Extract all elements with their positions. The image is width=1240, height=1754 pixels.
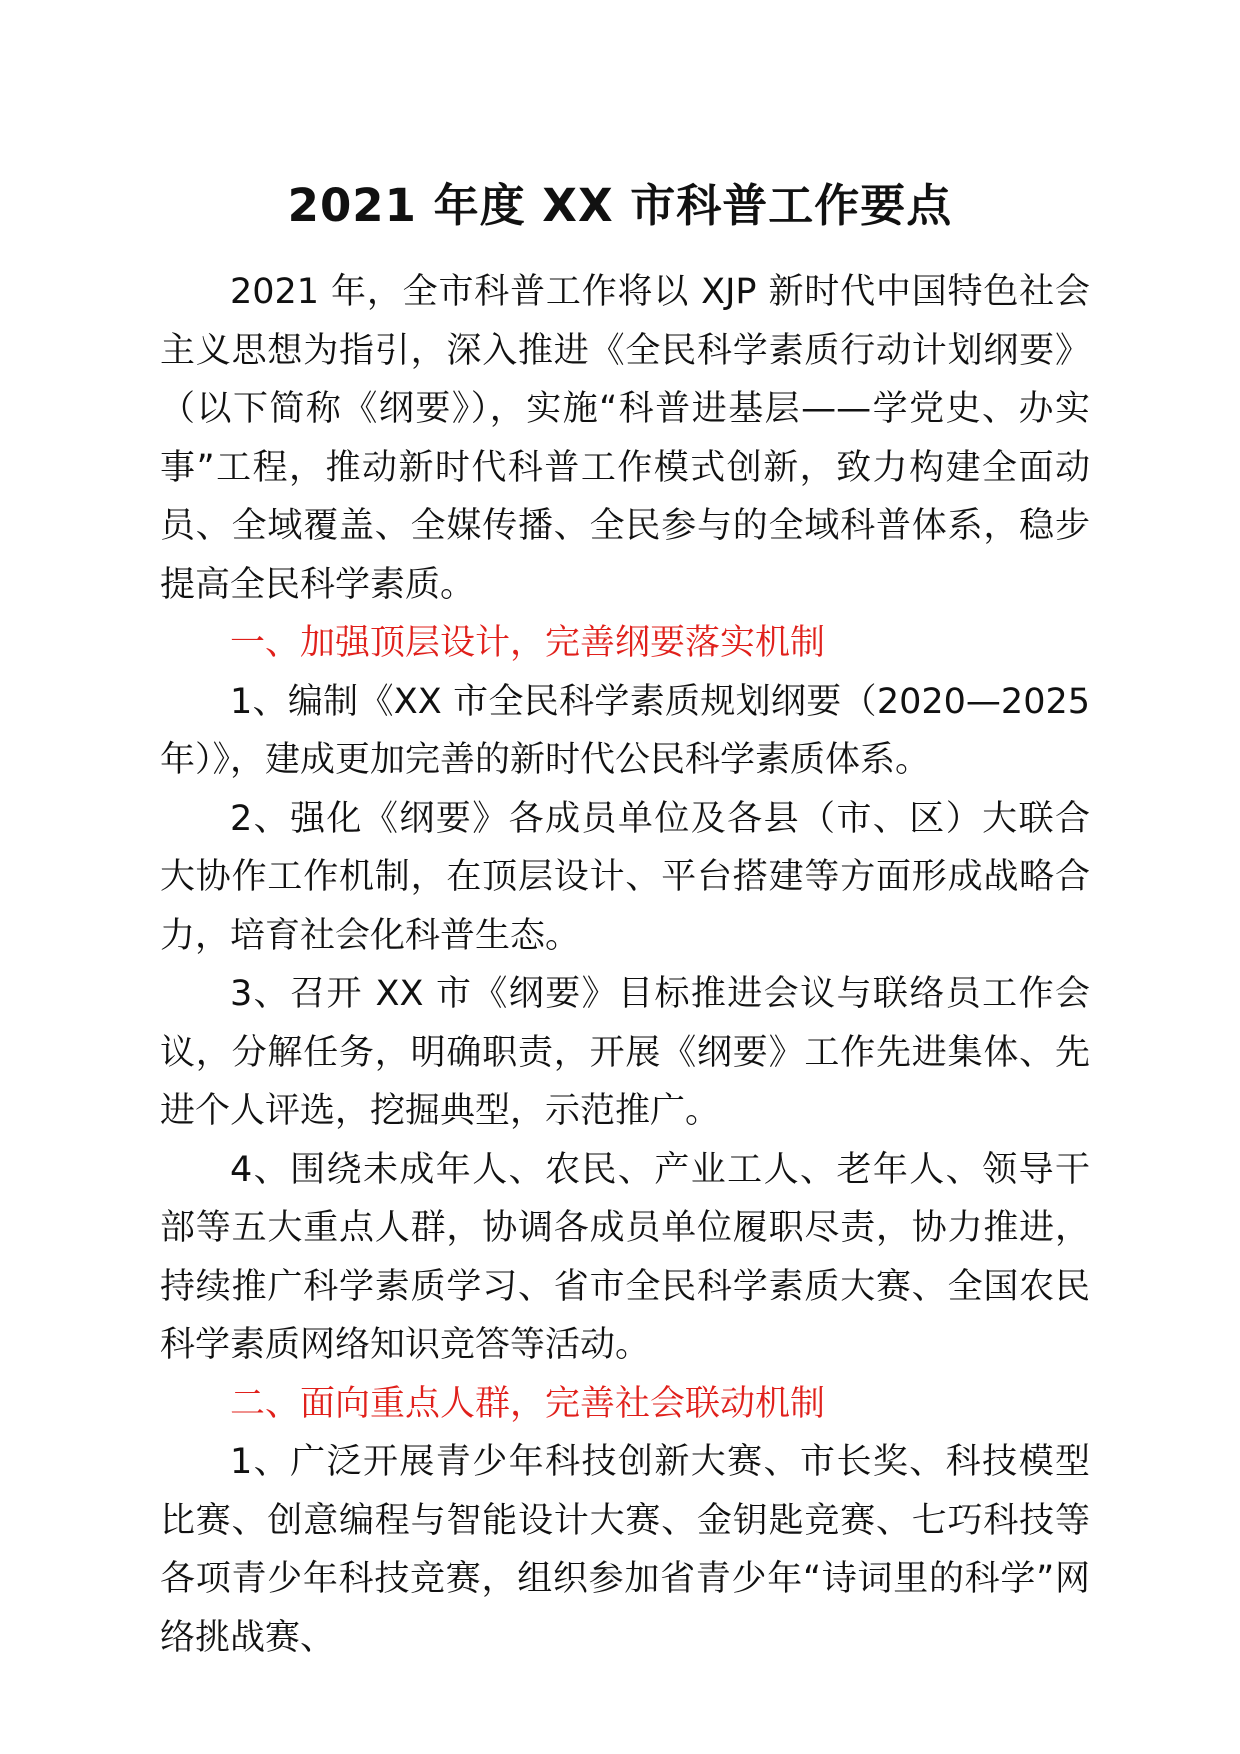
section-1-item-1: 1、编制《XX 市全民科学素质规划纲要（2020—2025 年）》，建成更加完善的新时代公民科学素质体系。 [160, 681, 1090, 780]
document-title: 2021 年度 XX 市科普工作要点 [287, 179, 953, 232]
document-body [160, 263, 1090, 1667]
section-1-item-3: 3、召开 XX 市《纲要》目标推进会议与联络员工作会议，分解任务，明确职责，开展《纲要》工作先进集体、先进个人评选，挖掘典型，示范推广。 [160, 974, 1090, 1131]
section-heading-1: 一、加强顶层设计，完善纲要落实机制 [230, 623, 826, 663]
section-2-item-1: 1、广泛开展青少年科技创新大赛、市长奖、科技模型比赛、创意编程与智能设计大赛、金钥匙竞赛、七巧科技等各项青少年科技竞赛，组织参加省青少年“诗词里的科学”网络挑战赛、 [160, 1442, 1090, 1658]
intro-paragraph: 2021 年，全市科普工作将以 XJP 新时代中国特色社会主义思想为指引，深入推进《全民科学素质行动计划纲要》（以下简称《纲要》），实施“科普进基层——学党史、办实事”工程，推动新时代科普工作模式创新，致力构建全面动员、全域覆盖、全媒传播、全民参与的全域科普体系，稳步提高全民科学素质。 [160, 272, 1090, 605]
section-1-item-4: 4、围绕未成年人、农民、产业工人、老年人、领导干部等五大重点人群，协调各成员单位履职尽责，协力推进，持续推广科学素质学习、省市全民科学素质大赛、全国农民科学素质网络知识竞答等活动。 [160, 1149, 1090, 1365]
section-1-item-2: 2、强化《纲要》各成员单位及各县（市、区）大联合大协作工作机制，在顶层设计、平台搭建等方面形成战略合力，培育社会化科普生态。 [160, 798, 1090, 956]
section-heading-2: 二、面向重点人群，完善社会联动机制 [230, 1383, 826, 1424]
